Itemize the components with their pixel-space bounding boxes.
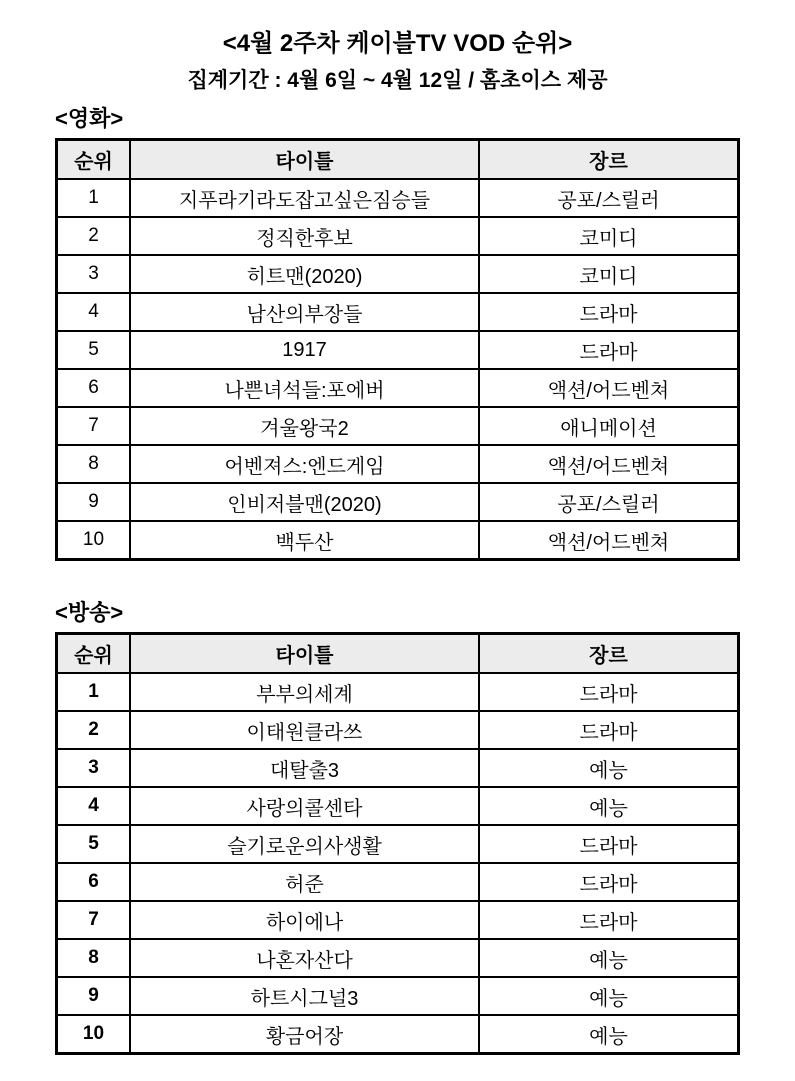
- title-cell: 하이에나: [130, 901, 479, 939]
- table-row: [57, 1015, 739, 1054]
- genre-cell: 드라마: [479, 863, 739, 901]
- column-header: 순위: [57, 140, 131, 180]
- title-cell: 사랑의콜센타: [130, 787, 479, 825]
- genre-cell: 액션/어드벤쳐: [479, 445, 739, 483]
- title-cell: 슬기로운의사생활: [130, 825, 479, 863]
- rank-cell: 6: [57, 369, 131, 407]
- rank-cell: 5: [57, 331, 131, 369]
- title-cell: 남산의부장들: [130, 293, 479, 331]
- rank-cell: 3: [57, 749, 131, 787]
- rank-cell: 1: [57, 673, 131, 711]
- rank-cell: 7: [57, 407, 131, 445]
- table-row: [57, 825, 739, 863]
- rank-cell: 9: [57, 977, 131, 1015]
- table-row: [57, 521, 739, 560]
- table-row: [57, 711, 739, 749]
- title-cell: 정직한후보: [130, 217, 479, 255]
- title-cell: 나쁜녀석들:포에버: [130, 369, 479, 407]
- title-cell: 히트맨(2020): [130, 255, 479, 293]
- genre-cell: 액션/어드벤쳐: [479, 369, 739, 407]
- genre-cell: 드라마: [479, 331, 739, 369]
- table-row: [57, 255, 739, 293]
- title-cell: 인비저블맨(2020): [130, 483, 479, 521]
- page-subtitle: 집계기간 : 4월 6일 ~ 4월 12일 / 홈초이스 제공: [187, 68, 608, 92]
- table-row: [57, 901, 739, 939]
- genre-cell: 드라마: [479, 293, 739, 331]
- broadcast-rank-table: [55, 632, 740, 1055]
- header-row: [57, 140, 739, 180]
- column-header: 타이틀: [130, 634, 479, 674]
- table-row: [57, 179, 739, 217]
- title-cell: 대탈출3: [130, 749, 479, 787]
- genre-cell: 드라마: [479, 901, 739, 939]
- rank-cell: 2: [57, 711, 131, 749]
- rank-cell: 4: [57, 293, 131, 331]
- genre-cell: 코미디: [479, 255, 739, 293]
- table-row: [57, 977, 739, 1015]
- rank-cell: 10: [57, 1015, 131, 1054]
- table-row: [57, 749, 739, 787]
- column-header: 순위: [57, 634, 131, 674]
- table-row: [57, 939, 739, 977]
- genre-cell: 드라마: [479, 673, 739, 711]
- header-row: [57, 634, 739, 674]
- column-header: 장르: [479, 634, 739, 674]
- rank-cell: 9: [57, 483, 131, 521]
- genre-cell: 예능: [479, 977, 739, 1015]
- table-row: [57, 787, 739, 825]
- rank-cell: 8: [57, 445, 131, 483]
- title-cell: 하트시그널3: [130, 977, 479, 1015]
- table-row: [57, 369, 739, 407]
- title-cell: 이태원클라쓰: [130, 711, 479, 749]
- movies-rank-table: [55, 138, 740, 561]
- title-cell: 허준: [130, 863, 479, 901]
- title-cell: 황금어장: [130, 1015, 479, 1054]
- table-row: [57, 673, 739, 711]
- title-cell: 1917: [130, 331, 479, 369]
- rank-cell: 10: [57, 521, 131, 560]
- genre-cell: 애니메이션: [479, 407, 739, 445]
- genre-cell: 예능: [479, 939, 739, 977]
- table-row: [57, 331, 739, 369]
- broadcast-section-label: <방송>: [55, 600, 124, 626]
- genre-cell: 액션/어드벤쳐: [479, 521, 739, 560]
- genre-cell: 예능: [479, 749, 739, 787]
- title-cell: 지푸라기라도잡고싶은짐승들: [130, 179, 479, 217]
- genre-cell: 공포/스릴러: [479, 483, 739, 521]
- genre-cell: 예능: [479, 787, 739, 825]
- table-row: [57, 217, 739, 255]
- genre-cell: 코미디: [479, 217, 739, 255]
- title-cell: 나혼자산다: [130, 939, 479, 977]
- rank-cell: 6: [57, 863, 131, 901]
- rank-cell: 2: [57, 217, 131, 255]
- rank-cell: 8: [57, 939, 131, 977]
- broadcast-section: [55, 601, 740, 1055]
- table-row: [57, 483, 739, 521]
- rank-cell: 5: [57, 825, 131, 863]
- title-cell: 겨울왕국2: [130, 407, 479, 445]
- genre-cell: 예능: [479, 1015, 739, 1054]
- title-cell: 어벤져스:엔드게임: [130, 445, 479, 483]
- movies-section: [55, 107, 740, 561]
- genre-cell: 공포/스릴러: [479, 179, 739, 217]
- column-header: 타이틀: [130, 140, 479, 180]
- rank-cell: 3: [57, 255, 131, 293]
- column-header: 장르: [479, 140, 739, 180]
- title-cell: 부부의세계: [130, 673, 479, 711]
- rank-cell: 7: [57, 901, 131, 939]
- page-title: <4월 2주차 케이블TV VOD 순위>: [222, 30, 573, 57]
- genre-cell: 드라마: [479, 711, 739, 749]
- rank-cell: 1: [57, 179, 131, 217]
- rank-cell: 4: [57, 787, 131, 825]
- table-row: [57, 293, 739, 331]
- table-row: [57, 445, 739, 483]
- table-row: [57, 863, 739, 901]
- table-row: [57, 407, 739, 445]
- genre-cell: 드라마: [479, 825, 739, 863]
- title-cell: 백두산: [130, 521, 479, 560]
- movies-section-label: <영화>: [55, 105, 124, 131]
